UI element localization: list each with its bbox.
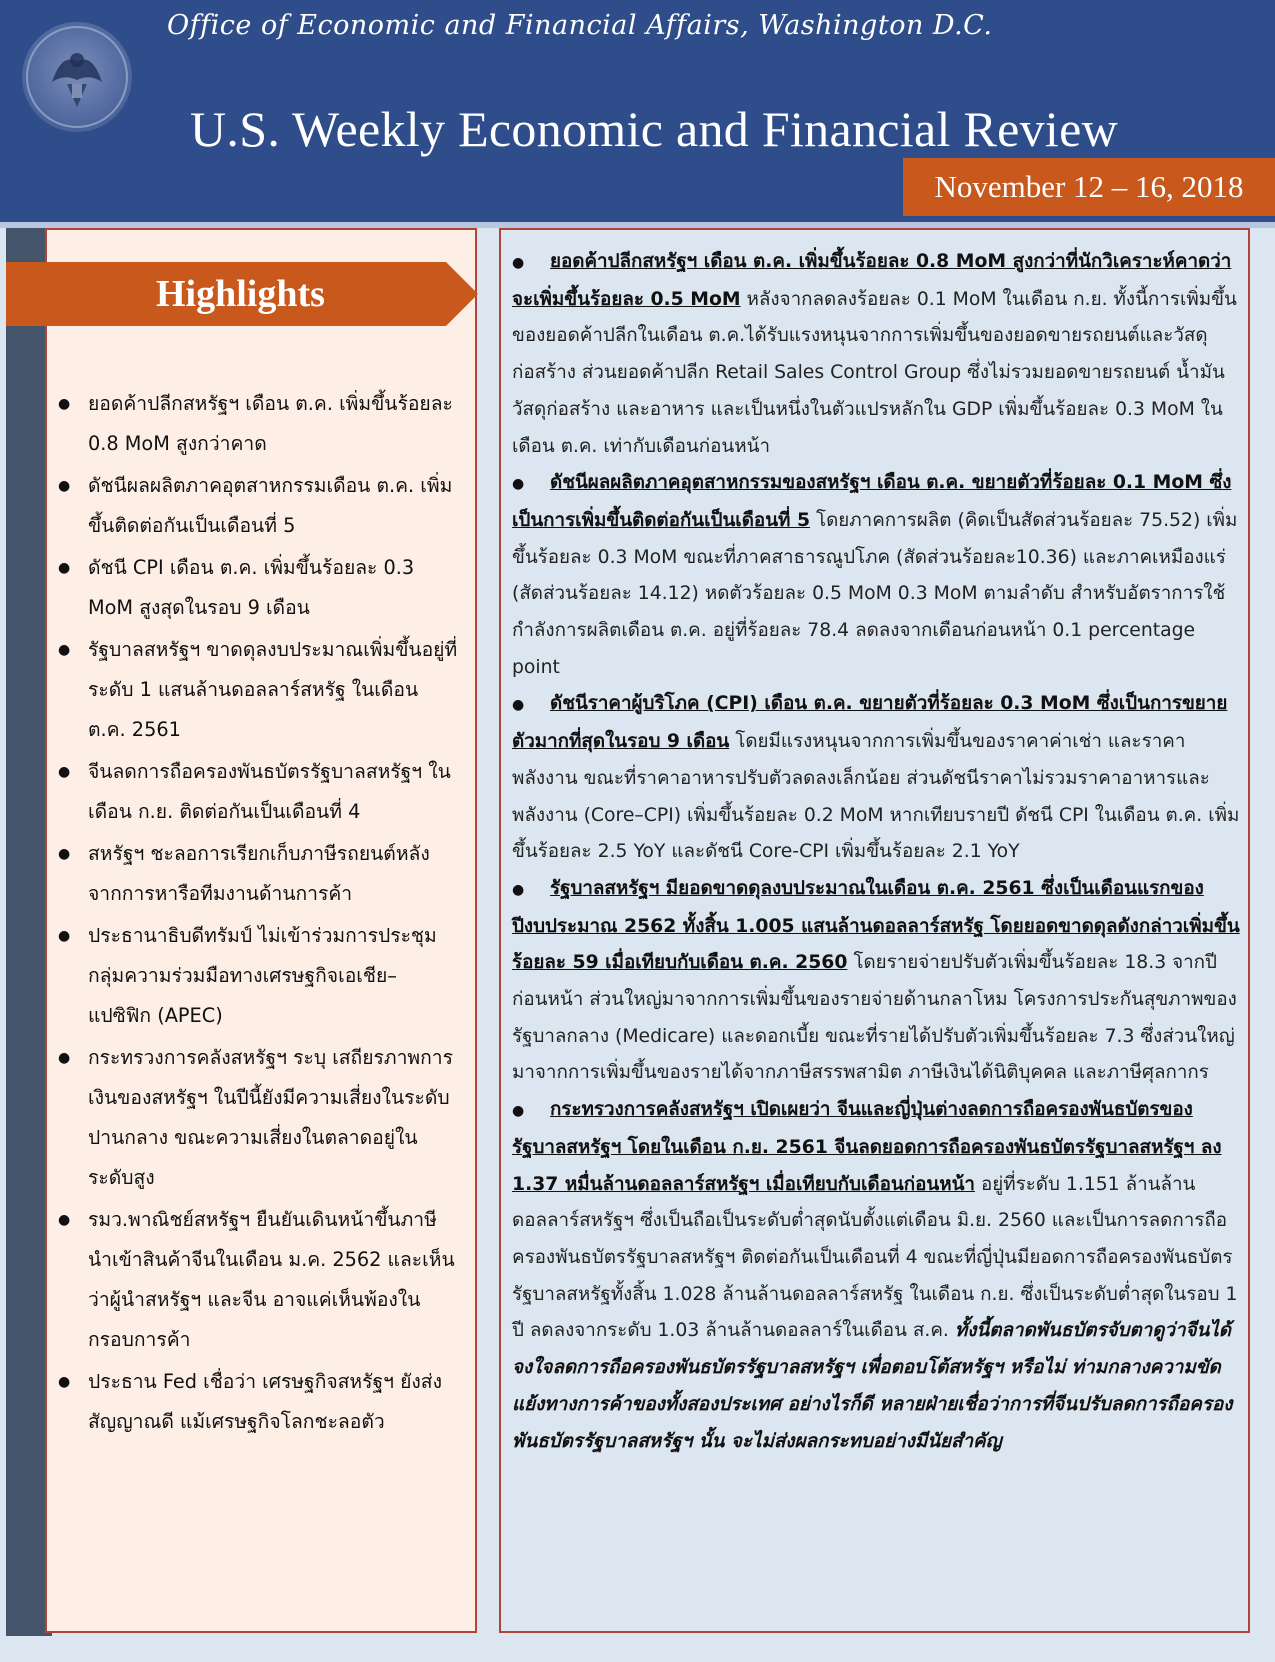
article-body: หลังจากลดลงร้อยละ 0.1 MoM ในเดือน ก.ย. ทั้งนี้การเพิ่มขึ้นของยอดค้าปลีกในเดือน ต.ค.ได้รับแรงหนุนจากการเพิ่มขึ้นของยอดขายรถยนต์และวัสดุก่อสร้าง ส่วนยอดค้าปลีก Retail Sales Control Group ซึ่งไม่รวมยอดขายรถยนต์ น้ำมัน วัสดุก่อสร้าง และอาหาร และเป็นหนึ่งในตัวแปรหลักใน GDP เพิ่มขึ้นร้อยละ 0.3 MoM ในเดือน ต.ค. เท่ากับเดือนก่อนหน้า	[512, 288, 1237, 457]
highlight-item: ● รมว.พาณิชย์สหรัฐฯ ยืนยันเดินหน้าขึ้นภาษีนำเข้าสินค้าจีนในเดือน ม.ค. 2562 และเห็นว่าผู้นำสหรัฐฯ และจีน อาจแค่เห็นพ้องในกรอบการค้า	[58, 1200, 458, 1360]
highlights-banner	[6, 262, 478, 326]
article-budget-deficit	[512, 871, 1242, 1092]
article-lead: ยอดค้าปลีกสหรัฐฯ เดือน ต.ค. เพิ่มขึ้นร้อยละ 0.8 MoM สูงกว่าที่นักวิเคราะห์คาดว่าจะเพิ่มขึ้นร้อยละ 0.5 MoM	[512, 251, 1232, 310]
article-treasury-holdings	[512, 1092, 1242, 1460]
article-lead: ดัชนีผลผลิตภาคอุตสาหกรรมของสหรัฐฯ เดือน ต.ค. ขยายตัวที่ร้อยละ 0.1 MoM ซึ่งเป็นการเพิ่มขึ้นติดต่อกันเป็นเดือนที่ 5	[512, 472, 1232, 531]
article-body: อยู่ที่ระดับ 1.151 ล้านล้านดอลลาร์สหรัฐฯ ซึ่งเป็นถือเป็นระดับต่ำสุดนับตั้งแต่เดือน มิ.ย. 2560 และเป็นการลดการถือครองพันธบัตรรัฐบาลสหรัฐฯ ติดต่อกันเป็นเดือนที่ 4 ขณะที่ญี่ปุ่นมียอดการถือครองพันธบัตรรัฐบาลสหรัฐทั้งสิ้น 1.028 ล้านล้านดอลลาร์สหรัฐ ในเดือน ก.ย. ซึ่งเป็นระดับต่ำสุดในรอบ 1 ปี ลดลงจากระดับ 1.03 ล้านล้านดอลลาร์ในเดือน ส.ค.	[512, 1173, 1238, 1342]
highlights-list	[58, 384, 458, 1444]
date-badge	[903, 158, 1275, 216]
office-name: Office of Economic and Financial Affairs, Washington D.C.	[167, 10, 993, 41]
article-retail-sales	[512, 244, 1242, 465]
bullet-icon: ●	[512, 476, 525, 493]
highlight-item: ● กระทรวงการคลังสหรัฐฯ ระบุ เสถียรภาพการเงินของสหรัฐฯ ในปีนี้ยังมีความเสี่ยงในระดับปานกลาง ขณะความเสี่ยงในตลาดอยู่ในระดับสูง	[58, 1038, 458, 1198]
highlight-item: ● สหรัฐฯ ชะลอการเรียกเก็บภาษีรถยนต์หลังจากการหารือทีมงานด้านการค้า	[58, 834, 458, 914]
page-title: U.S. Weekly Economic and Financial Review	[190, 101, 1118, 157]
highlight-item: ● ดัชนีผลผลิตภาคอุตสาหกรรมเดือน ต.ค. เพิ่มขึ้นติดต่อกันเป็นเดือนที่ 5	[58, 466, 458, 546]
highlight-item: ● ประธาน Fed เชื่อว่า เศรษฐกิจสหรัฐฯ ยังส่งสัญญาณดี แม้เศรษฐกิจโลกชะลอตัว	[58, 1362, 458, 1442]
eagle-seal-icon	[22, 22, 132, 132]
article-lead: กระทรวงการคลังสหรัฐฯ เปิดเผยว่า จีนและญี่ปุ่นต่างลดการถือครองพันธบัตรของรัฐบาลสหรัฐฯ โดยในเดือน ก.ย. 2561 จีนลดยอดการถือครองพันธบัตรรัฐบาลสหรัฐฯ ลง 1.37 หมื่นล้านดอลลาร์สหรัฐฯ เมื่อเทียบกับเดือนก่อนหน้า	[512, 1099, 1222, 1195]
article-lead: ดัชนีราคาผู้บริโภค (CPI) เดือน ต.ค. ขยายตัวที่ร้อยละ 0.3 MoM ซึ่งเป็นการขยายตัวมากที่สุดในรอบ 9 เดือน	[512, 693, 1228, 753]
article-cpi	[512, 686, 1242, 871]
bullet-icon: ●	[512, 697, 525, 714]
articles-list	[512, 244, 1242, 1460]
article-lead: รัฐบาลสหรัฐฯ มียอดขาดดุลงบประมาณในเดือน ต.ค. 2561 ซึ่งเป็นเดือนแรกของปีงบประมาณ 2562 ทั้งสิ้น 1.005 แสนล้านดอลลาร์สหรัฐ โดยยอดขาดดุลดังกล่าวเพิ่มขึ้นร้อยละ 59 เมื่อเทียบกับเดือน ต.ค. 2560	[512, 877, 1240, 974]
highlight-item: ● ยอดค้าปลีกสหรัฐฯ เดือน ต.ค. เพิ่มขึ้นร้อยละ 0.8 MoM สูงกว่าคาด	[58, 384, 458, 464]
article-industrial-production	[512, 465, 1242, 686]
highlight-item: ● ประธานาธิบดีทรัมป์ ไม่เข้าร่วมการประชุมกลุ่มความร่วมมือทางเศรษฐกิจเอเชีย–แปซิฟิก (APEC)	[58, 916, 458, 1036]
highlight-item: ● ดัชนี CPI เดือน ต.ค. เพิ่มขึ้นร้อยละ 0.3 MoM สูงสุดในรอบ 9 เดือน	[58, 548, 458, 628]
article-body: โดยมีแรงหนุนจากการเพิ่มขึ้นของราคาค่าเช่า และราคาพลังงาน ขณะที่ราคาอาหารปรับตัวลดลงเล็กน้อย ส่วนดัชนีราคาไม่รวมราคาอาหารและพลังงาน (Core–CPI) เพิ่มขึ้นร้อยละ 0.2 MoM หากเทียบรายปี ดัชนี CPI ในเดือน ต.ค. เพิ่มขึ้นร้อยละ 2.5 YoY และดัชนี Core-CPI เพิ่มขึ้นร้อยละ 2.1 YoY	[512, 731, 1240, 863]
article-body: โดยภาคการผลิต (คิดเป็นสัดส่วนร้อยละ 75.52) เพิ่มขึ้นร้อยละ 0.3 MoM ขณะที่ภาคสาธารณูปโภค (สัดส่วนร้อยละ10.36) และภาคเหมืองแร่ (สัดส่วนร้อยละ 14.12) หดตัวร้อยละ 0.5 MoM 0.3 MoM ตามลำดับ สำหรับอัตราการใช้กำลังการผลิตเดือน ต.ค. อยู่ที่ร้อยละ 78.4 ลดลงจากเดือนก่อนหน้า 0.1 percentage point	[512, 509, 1238, 678]
highlight-item: ● รัฐบาลสหรัฐฯ ขาดดุลงบประมาณเพิ่มขึ้นอยู่ที่ระดับ 1 แสนล้านดอลลาร์สหรัฐ ในเดือน ต.ค. 2561	[58, 630, 458, 750]
article-conclusion: ทั้งนี้ตลาดพันธบัตรจับตาดูว่าจีนได้จงใจลดการถือครองพันธบัตรรัฐบาลสหรัฐฯ เพื่อตอบโต้สหรัฐฯ หรือไม่ ท่ามกลางความขัดแย้งทางการค้าของทั้งสองประเทศ อย่างไรก็ดี หลายฝ่ายเชื่อว่าการที่จีนปรับลดการถือครองพันธบัตรรัฐบาลสหรัฐฯ นั้น จะไม่ส่งผลกระทบอย่างมีนัยสำคัญ	[512, 1320, 1233, 1452]
header-banner	[0, 0, 1275, 228]
highlights-heading: Highlights	[156, 273, 325, 315]
highlight-item: ● จีนลดการถือครองพันธบัตรรัฐบาลสหรัฐฯ ในเดือน ก.ย. ติดต่อกันเป็นเดือนที่ 4	[58, 752, 458, 832]
date-range: November 12 – 16, 2018	[934, 169, 1244, 204]
banner-arrow-icon	[446, 262, 478, 326]
bullet-icon: ●	[512, 1103, 525, 1120]
bullet-icon: ●	[512, 881, 525, 898]
article-body: โดยรายจ่ายปรับตัวเพิ่มขึ้นร้อยละ 18.3 จากปีก่อนหน้า ส่วนใหญ่มาจากการเพิ่มขึ้นของรายจ่ายด้านกลาโหม โครงการประกันสุขภาพของรัฐบาลกลาง (Medicare) และดอกเบี้ย ขณะที่รายได้ปรับตัวเพิ่มขึ้นร้อยละ 7.3 ซึ่งส่วนใหญ่มาจากการเพิ่มขึ้นของรายได้จากภาษีสรรพสามิต ภาษีเงินได้นิติบุคคล และภาษีศุลกากร	[512, 952, 1237, 1084]
bullet-icon: ●	[512, 255, 525, 271]
